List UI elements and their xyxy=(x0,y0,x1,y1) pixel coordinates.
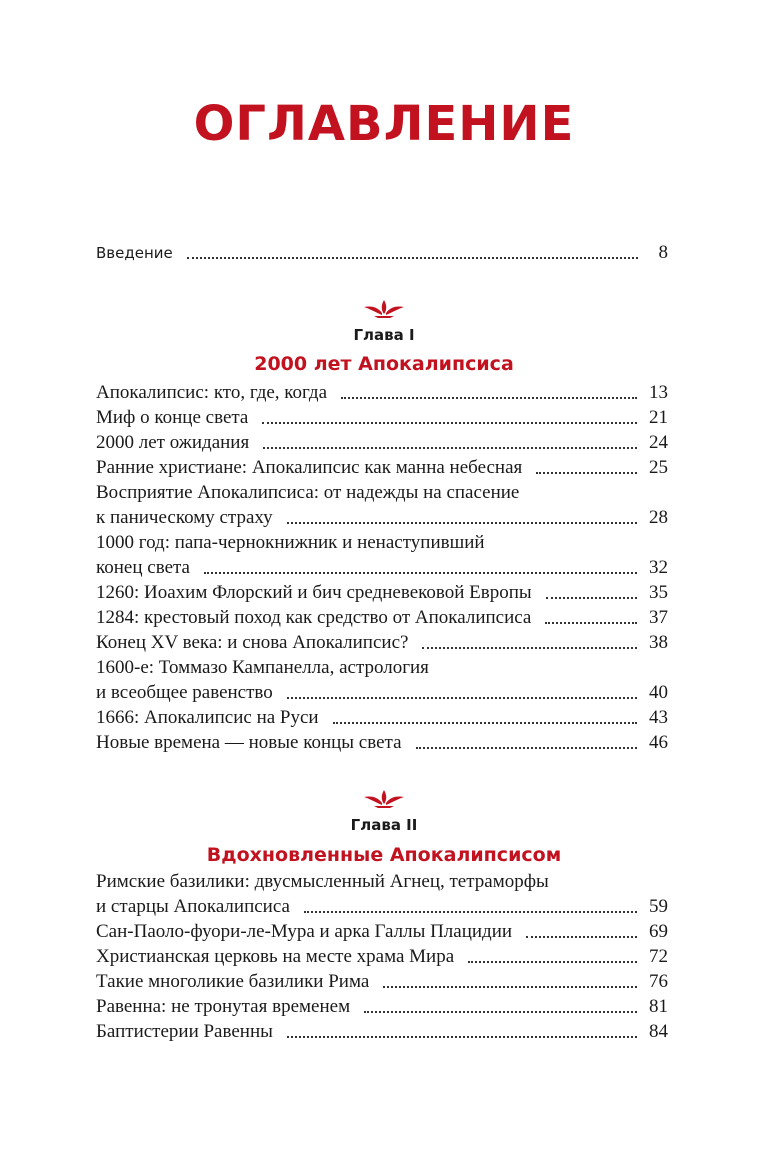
toc-entry-page: 21 xyxy=(649,407,668,428)
toc-entry-title: 1284: крестовый поход как средство от Апокалипсиса xyxy=(96,607,532,628)
toc-entry-page: 76 xyxy=(649,971,668,992)
toc-entry-page: 24 xyxy=(649,432,668,453)
toc-entry-page: 43 xyxy=(649,707,668,728)
toc-entry-title: к паническому страху xyxy=(96,507,273,528)
toc-entry-page: 59 xyxy=(649,896,668,917)
toc-entry-title: и старцы Апокалипсиса xyxy=(96,896,290,917)
toc-entry-title-line[interactable]: Восприятие Апокалипсиса: от надежды на спасение xyxy=(96,482,520,503)
toc-entry-title: Миф о конце света xyxy=(96,407,249,428)
toc-entry-page: 38 xyxy=(649,632,668,653)
dot-leader xyxy=(546,597,637,599)
dot-leader xyxy=(364,1011,637,1013)
toc-entry-page: 25 xyxy=(649,457,668,478)
toc-entry-title: Такие многоликие базилики Рима xyxy=(96,971,370,992)
toc-entry[interactable] xyxy=(96,405,668,431)
toc-entry[interactable] xyxy=(96,680,668,706)
toc-entry[interactable] xyxy=(96,380,668,406)
dot-leader xyxy=(187,257,638,259)
chapter-title: Вдохновленные Апокалипсисом xyxy=(206,844,562,866)
toc-entry-title: Христианская церковь на месте храма Мира xyxy=(96,946,455,967)
toc-entry-title: и всеобщее равенство xyxy=(96,682,273,703)
toc-entry-title: 1666: Апокалипсис на Руси xyxy=(96,707,319,728)
toc-entry-title-line[interactable]: Римские базилики: двусмысленный Агнец, тетраморфы xyxy=(96,871,549,892)
toc-entry-page: 35 xyxy=(649,582,668,603)
dot-leader xyxy=(287,1036,637,1038)
toc-entry-page: 32 xyxy=(649,557,668,578)
dot-leader xyxy=(204,572,637,574)
toc-entry-page: 40 xyxy=(649,682,668,703)
dot-leader xyxy=(416,747,637,749)
toc-entry-title: Введение xyxy=(96,244,173,262)
toc-entry[interactable] xyxy=(96,969,668,995)
toc-entry-page: 13 xyxy=(649,382,668,403)
toc-entry[interactable] xyxy=(96,555,668,581)
toc-entry-title: Новые времена — новые концы света xyxy=(96,732,402,753)
chapter-label: Глава I xyxy=(353,326,415,344)
page-title: ОГЛАВЛЕНИЕ xyxy=(193,96,575,152)
toc-entry-title-line[interactable]: 1000 год: папа-чернокнижник и ненаступивший xyxy=(96,532,485,553)
toc-entry-title: Конец XV века: и снова Апокалипсис? xyxy=(96,632,409,653)
dot-leader xyxy=(287,697,637,699)
toc-entry-page: 37 xyxy=(649,607,668,628)
toc-entry[interactable] xyxy=(96,505,668,531)
toc-entry-page: 69 xyxy=(649,921,668,942)
toc-entry-page: 28 xyxy=(649,507,668,528)
toc-entry[interactable] xyxy=(96,894,668,920)
toc-entry-title: Баптистерии Равенны xyxy=(96,1021,273,1042)
toc-entry-title: Апокалипсис: кто, где, когда xyxy=(96,382,328,403)
dot-leader xyxy=(263,447,637,449)
toc-entry-title-line[interactable]: 1600-е: Томмазо Кампанелла, астрология xyxy=(96,657,429,678)
toc-entry[interactable] xyxy=(96,994,668,1020)
toc-entry[interactable] xyxy=(96,705,668,731)
dot-leader xyxy=(341,397,637,399)
dot-leader xyxy=(304,911,637,913)
toc-entry-title: Сан-Паоло-фуори-ле-Мура и арка Галлы Плацидии xyxy=(96,921,513,942)
toc-entry-page: 46 xyxy=(649,732,668,753)
dot-leader xyxy=(536,472,637,474)
toc-entry-page: 72 xyxy=(649,946,668,967)
toc-entry[interactable] xyxy=(96,580,668,606)
chapter-label: Глава II xyxy=(350,816,418,834)
dot-leader xyxy=(468,961,637,963)
chapter-title: 2000 лет Апокалипсиса xyxy=(254,353,514,375)
toc-entry-title: 1260: Иоахим Флорский и бич средневековой Европы xyxy=(96,582,532,603)
toc-entry[interactable] xyxy=(96,1019,668,1045)
toc-entry[interactable] xyxy=(96,944,668,970)
dot-leader xyxy=(333,722,637,724)
toc-entry[interactable] xyxy=(96,605,668,631)
dot-leader xyxy=(526,936,637,938)
toc-entry-page: 81 xyxy=(649,996,668,1017)
dot-leader xyxy=(545,622,637,624)
toc-entry-title: Равенна: не тронутая временем xyxy=(96,996,351,1017)
dot-leader xyxy=(383,986,637,988)
toc-entry-title: Ранние христиане: Апокалипсис как манна небесная xyxy=(96,457,523,478)
toc-entry[interactable] xyxy=(96,919,668,945)
toc-entry-intro[interactable] xyxy=(96,240,668,266)
toc-entry[interactable] xyxy=(96,455,668,481)
toc-entry[interactable] xyxy=(96,430,668,456)
toc-entry-page: 8 xyxy=(658,242,668,263)
dot-leader xyxy=(422,647,637,649)
toc-entry[interactable] xyxy=(96,730,668,756)
lotus-ornament-icon xyxy=(362,786,406,808)
toc-entry-page: 84 xyxy=(649,1021,668,1042)
toc-entry-title: 2000 лет ожидания xyxy=(96,432,250,453)
toc-entry-title: конец света xyxy=(96,557,190,578)
dot-leader xyxy=(262,422,637,424)
toc-entry[interactable] xyxy=(96,630,668,656)
dot-leader xyxy=(287,522,637,524)
lotus-ornament-icon xyxy=(362,296,406,318)
